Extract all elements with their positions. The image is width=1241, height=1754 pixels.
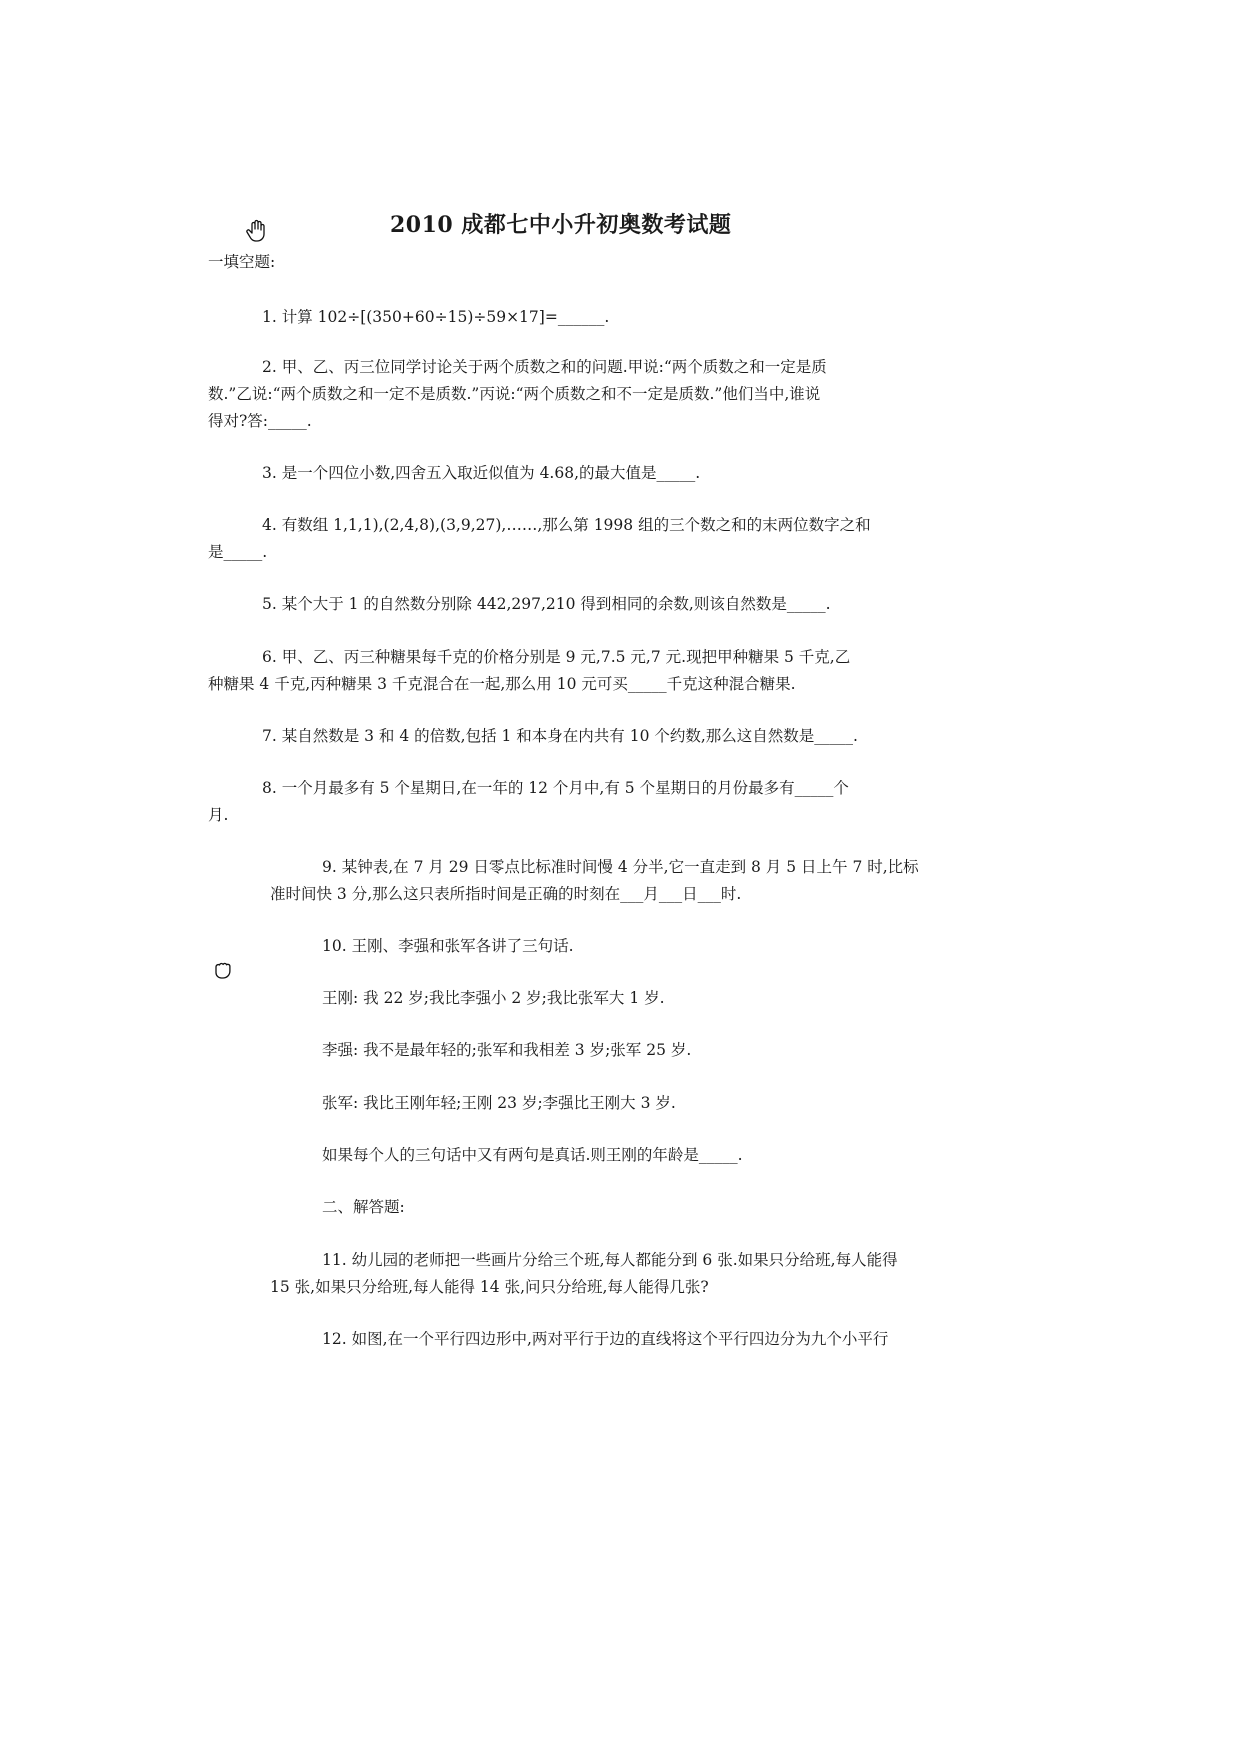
- question-11-line-2: 15 张,如果只分给班,每人能得 14 张,问只分给班,每人能得几张?: [270, 1278, 709, 1296]
- question-4-line-2: 是_____.: [208, 543, 268, 561]
- question-6-line-1: 6. 甲、乙、丙三种糖果每千克的价格分别是 9 元,7.5 元,7 元.现把甲种糖果 5 千克,乙: [262, 648, 851, 666]
- question-9-line-1: 9. 某钟表,在 7 月 29 日零点比标准时间慢 4 分半,它一直走到 8 月 5 日上午 7 时,比标: [322, 858, 919, 876]
- question-6-line-2: 种糖果 4 千克,丙种糖果 3 千克混合在一起,那么用 10 元可买_____千克这种混合糖果.: [208, 675, 796, 693]
- question-2-line-2: 数.”乙说:“两个质数之和一定不是质数.”丙说:“两个质数之和不一定是质数.”他们当中,谁说: [208, 385, 821, 403]
- hand-open-icon: [245, 218, 271, 244]
- question-1: 1. 计算 102÷[(350+60÷15)÷59×17]=______.: [262, 308, 610, 326]
- question-2-line-1: 2. 甲、乙、丙三位同学讨论关于两个质数之和的问题.甲说:“两个质数之和一定是质: [262, 358, 827, 376]
- question-3: 3. 是一个四位小数,四舍五入取近似值为 4.68,的最大值是_____.: [262, 464, 701, 482]
- question-4-line-1: 4. 有数组 1,1,1),(2,4,8),(3,9,27),……,那么第 1998 组的三个数之和的末两位数字之和: [262, 516, 871, 534]
- question-5: 5. 某个大于 1 的自然数分别除 442,297,210 得到相同的余数,则该自然数是_____.: [262, 595, 831, 613]
- hand-grab-icon: [211, 957, 237, 983]
- question-7: 7. 某自然数是 3 和 4 的倍数,包括 1 和本身在内共有 10 个约数,那么这自然数是_____.: [262, 727, 858, 745]
- question-12-line-1: 12. 如图,在一个平行四边形中,两对平行于边的直线将这个平行四边分为九个小平行: [322, 1330, 889, 1348]
- section-heading-fill-in: 一填空题:: [208, 253, 276, 271]
- question-8-line-2: 月.: [208, 806, 229, 824]
- question-10-li-statement: 李强: 我不是最年轻的;张军和我相差 3 岁;张军 25 岁.: [322, 1041, 692, 1059]
- question-11-line-1: 11. 幼儿园的老师把一些画片分给三个班,每人都能分到 6 张.如果只分给班,每人能得: [322, 1251, 898, 1269]
- question-10-question: 如果每个人的三句话中又有两句是真话.则王刚的年龄是_____.: [322, 1146, 743, 1164]
- question-2-line-3: 得对?答:_____.: [208, 412, 312, 430]
- question-10-zhang-statement: 张军: 我比王刚年轻;王刚 23 岁;李强比王刚大 3 岁.: [322, 1094, 676, 1112]
- question-10-wang-statement: 王刚: 我 22 岁;我比李强小 2 岁;我比张军大 1 岁.: [322, 989, 665, 1007]
- document-title: 2010 成都七中小升初奥数考试题: [390, 212, 732, 238]
- question-9-line-2: 准时间快 3 分,那么这只表所指时间是正确的时刻在___月___日___时.: [270, 885, 742, 903]
- section-heading-solve: 二、解答题:: [322, 1198, 405, 1216]
- question-8-line-1: 8. 一个月最多有 5 个星期日,在一年的 12 个月中,有 5 个星期日的月份最多有_____个: [262, 779, 849, 797]
- question-10-intro: 10. 王刚、李强和张军各讲了三句话.: [322, 937, 574, 955]
